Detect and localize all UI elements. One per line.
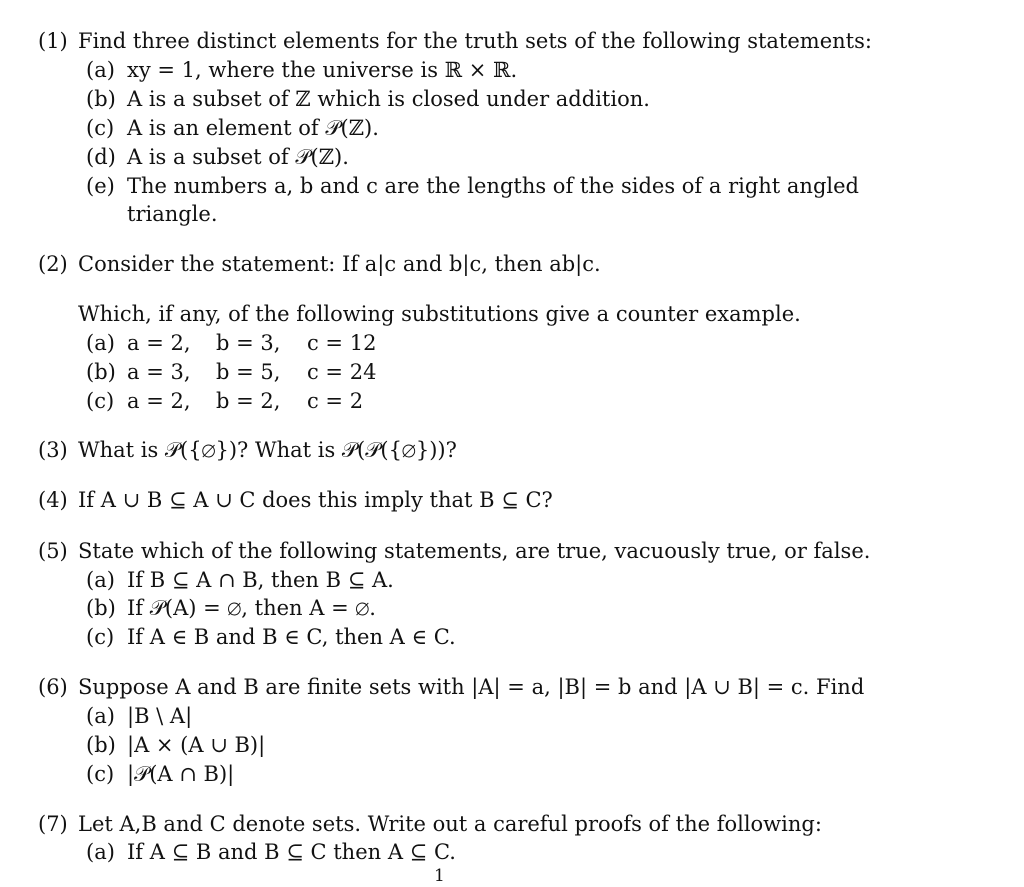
part-text: If B ⊆ A ∩ B, then B ⊆ A. — [127, 568, 394, 592]
problem-number: (5) — [38, 539, 68, 563]
value-c: c = 2 — [307, 389, 364, 413]
part-text: The numbers a, b and c are the lengths of the sides of a right angled — [127, 174, 859, 198]
value-a: a = 2, — [127, 389, 191, 413]
value-c: c = 24 — [307, 360, 377, 384]
part-label: (a) — [86, 58, 115, 82]
value-a: a = 3, — [127, 360, 191, 384]
part-label: (b) — [86, 87, 116, 111]
problem-text: Let A,B and C denote sets. Write out a careful proofs of the following: — [78, 812, 822, 836]
part-text: If 𝒫(A) = ∅, then A = ∅. — [127, 596, 376, 620]
problem-number: (1) — [38, 29, 68, 53]
part-text: |𝒫(A ∩ B)| — [127, 762, 235, 786]
problem-number: (3) — [38, 438, 68, 462]
problem-number: (4) — [38, 488, 68, 512]
part-text: |A × (A ∪ B)| — [127, 733, 266, 757]
problem-text: Find three distinct elements for the truth sets of the following statements: — [78, 29, 872, 53]
page-number: 1 — [434, 866, 445, 886]
part-label: (c) — [86, 116, 115, 140]
problem-text: Suppose A and B are finite sets with |A| = a, |B| = b and |A ∪ B| = c. Find — [78, 675, 865, 699]
part-text: A is a subset of ℤ which is closed under addition. — [127, 87, 650, 111]
part-label: (b) — [86, 733, 116, 757]
problem-text: What is 𝒫({∅})? What is 𝒫(𝒫({∅}))? — [78, 438, 457, 462]
problem-number: (2) — [38, 252, 68, 276]
problem-number: (6) — [38, 675, 68, 699]
problem-text: Consider the statement: If a|c and b|c, then ab|c. — [78, 252, 601, 276]
part-label: (b) — [86, 596, 116, 620]
part-text: A is an element of 𝒫(ℤ). — [127, 116, 379, 140]
value-b: b = 3, — [216, 331, 281, 355]
part-label: (b) — [86, 360, 116, 384]
part-label: (e) — [86, 174, 115, 198]
part-text: A is a subset of 𝒫(ℤ). — [127, 145, 349, 169]
value-b: b = 5, — [216, 360, 281, 384]
value-b: b = 2, — [216, 389, 281, 413]
part-label: (d) — [86, 145, 116, 169]
part-text: xy = 1, where the universe is ℝ × ℝ. — [127, 58, 518, 82]
part-text: triangle. — [127, 202, 218, 226]
part-label: (c) — [86, 389, 115, 413]
part-text: |B \ A| — [127, 704, 193, 728]
problem-text: If A ∪ B ⊆ A ∪ C does this imply that B ⊆ C? — [78, 488, 553, 512]
value-a: a = 2, — [127, 331, 191, 355]
problem-number: (7) — [38, 812, 68, 836]
part-label: (a) — [86, 840, 115, 864]
part-label: (a) — [86, 331, 115, 355]
part-label: (a) — [86, 568, 115, 592]
problem-text: State which of the following statements, are true, vacuously true, or false. — [78, 539, 871, 563]
value-c: c = 12 — [307, 331, 377, 355]
problem-followup-text: Which, if any, of the following substitutions give a counter example. — [78, 302, 801, 326]
part-text: If A ⊆ B and B ⊆ C then A ⊆ C. — [127, 840, 456, 864]
part-label: (c) — [86, 625, 115, 649]
part-label: (a) — [86, 704, 115, 728]
part-label: (c) — [86, 762, 115, 786]
part-text: If A ∈ B and B ∈ C, then A ∈ C. — [127, 625, 456, 649]
